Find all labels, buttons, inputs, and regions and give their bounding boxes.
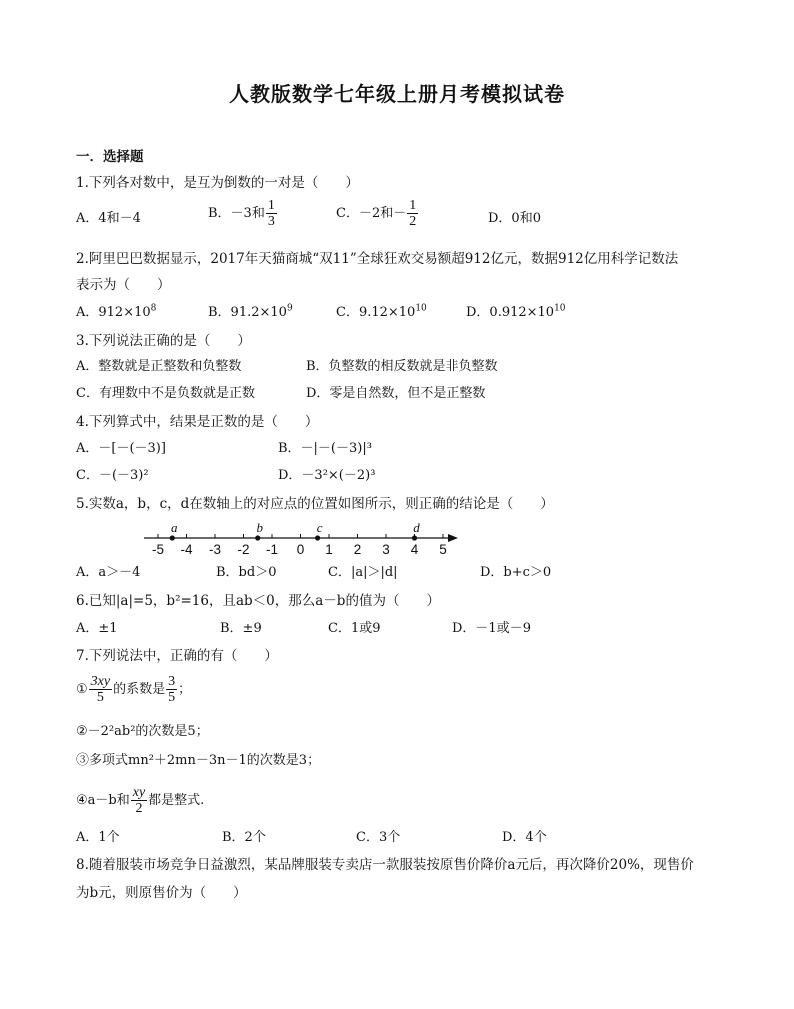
- section-heading: 一．选择题: [76, 149, 144, 165]
- question-3-stem: 3.下列说法正确的是（ ）: [76, 333, 251, 349]
- number-line-tick-label: -4: [180, 542, 193, 557]
- q1-option-c: C．－2和－ $\frac{1}{2}$: [336, 198, 417, 229]
- number-line-tick-label: 1: [325, 542, 333, 557]
- q3-option-c: C．有理数中不是负数就是正数: [76, 386, 255, 401]
- number-line-tick-label: -1: [265, 542, 279, 557]
- question-8-stem-line1: 8.随着服装市场竞争日益激烈，某品牌服装专卖店一款服装按原售价降价a元后，再次降价20%，现售价: [76, 857, 694, 873]
- number-line-tick-label: 0: [296, 542, 305, 557]
- q1-option-a: A．4和－4: [76, 211, 141, 226]
- q7-statement-4: ④a－b和 $\frac{xy}{2}$ 都是整式.: [76, 785, 205, 816]
- q6-option-d: D．－1或－9: [452, 621, 531, 636]
- exam-title: 人教版数学七年级上册月考模拟试卷: [229, 82, 565, 106]
- question-5-stem: 5.实数a，b，c，d在数轴上的对应点的位置如图所示，则正确的结论是（ ）: [76, 496, 554, 512]
- number-line-point-label: b: [256, 520, 263, 535]
- number-line-tick-label: -5: [151, 542, 165, 557]
- number-line-tick-label: -2: [237, 542, 250, 557]
- fraction: $\frac{3xy}{5}$: [90, 674, 111, 705]
- fraction: $\frac{1}{2}$: [409, 198, 417, 229]
- q5-option-a: A．a＞－4: [76, 565, 141, 580]
- q4-option-d: D．－3²×(－2)³: [278, 468, 376, 483]
- fraction: $\frac{3}{5}$: [168, 674, 176, 705]
- number-line-tick-label: 2: [353, 542, 362, 557]
- q5-option-b: B．bd＞0: [216, 565, 277, 580]
- question-2-stem-line1: 2.阿里巴巴数据显示，2017年天猫商城“双11”全球狂欢交易额超912亿元，数据912亿用科学记数法: [76, 251, 679, 267]
- number-line-tick-label: 4: [410, 542, 419, 557]
- number-line-tick-label: 3: [382, 542, 390, 557]
- number-line-tick-label: 5: [439, 542, 447, 557]
- number-line-point-label: c: [316, 520, 323, 535]
- q5-option-c: C．|a|＞|d|: [328, 565, 398, 580]
- fraction: $\frac{xy}{2}$: [132, 785, 146, 816]
- q6-option-b: B．±9: [220, 621, 262, 636]
- number-line-point: [170, 535, 175, 540]
- question-4-stem: 4.下列算式中，结果是正数的是（ ）: [76, 414, 319, 430]
- q3-option-b: B．负整数的相反数就是非负整数: [306, 359, 498, 374]
- q7-statement-3: ③多项式mn²＋2mn－3n－1的次数是3；: [76, 753, 321, 768]
- number-line-tick-label: -3: [208, 542, 222, 557]
- q7-statement-2: ②－2²ab²的次数是5；: [76, 724, 209, 739]
- q7-statement-1: ① $\frac{3xy}{5}$ 的系数是 $\frac{3}{5}$ ；: [76, 674, 192, 705]
- number-line-point: [315, 535, 320, 540]
- q2-option-a: A．$912\times 10^8$: [76, 303, 157, 320]
- question-6-stem: 6.已知|a|=5，b²=16，且ab＜0，那么a－b的值为（ ）: [76, 593, 440, 609]
- question-2-stem-line2: 表示为（ ）: [76, 277, 171, 293]
- number-line-point: [255, 535, 260, 540]
- q3-option-a: A．整数就是正整数和负整数: [76, 359, 242, 374]
- q1-option-d: D．0和0: [488, 211, 541, 226]
- q7-option-c: C．3个: [356, 830, 401, 845]
- q6-option-c: C．1或9: [328, 621, 381, 636]
- question-1-stem: 1.下列各对数中，是互为倒数的一对是（ ）: [76, 175, 359, 191]
- arrow-icon: [448, 534, 458, 542]
- number-line-point-label: d: [413, 520, 420, 535]
- q1-option-b: B．－3和 $\frac{1}{3}$: [208, 198, 275, 229]
- q4-option-a: A．－[－(－3)]: [76, 441, 166, 456]
- number-line: [140, 520, 470, 562]
- number-line-point: [412, 535, 417, 540]
- q4-option-b: B．－|－(－3)|³: [278, 441, 372, 456]
- q7-option-a: A．1个: [76, 830, 120, 845]
- q2-option-d: D．$0.912\times 10^{10}$: [466, 303, 566, 320]
- question-8-stem-line2: 为b元，则原售价为（ ）: [76, 885, 247, 901]
- q7-option-b: B．2个: [222, 830, 266, 845]
- number-line-point-label: a: [171, 520, 178, 535]
- q7-option-d: D．4个: [502, 830, 547, 845]
- q4-option-c: C．－(－3)²: [76, 468, 149, 483]
- q2-option-c: C．$9.12\times 10^{10}$: [336, 303, 427, 320]
- fraction: $\frac{1}{3}$: [267, 198, 275, 229]
- q3-option-d: D．零是自然数，但不是正整数: [306, 386, 486, 401]
- question-7-stem: 7.下列说法中，正确的有（ ）: [76, 648, 278, 664]
- q6-option-a: A．±1: [76, 621, 118, 636]
- q2-option-b: B．$91.2\times 10^9$: [208, 303, 293, 320]
- q5-option-d: D．b+c＞0: [480, 565, 552, 580]
